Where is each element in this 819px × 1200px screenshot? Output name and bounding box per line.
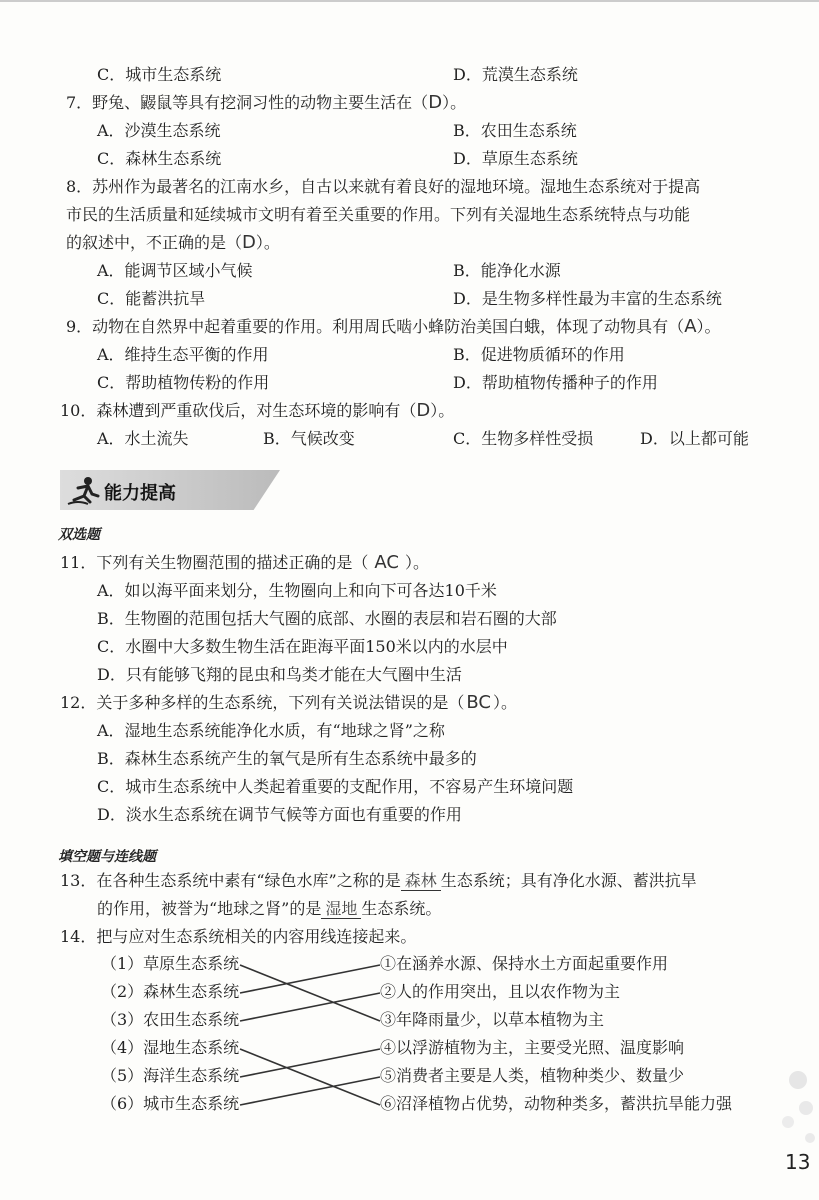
q14-connector-line: [240, 1077, 380, 1105]
q14-stem: 14．把与应对生态系统相关的内容用线连接起来。: [60, 927, 417, 946]
q13-blank-wetland: 湿地: [321, 899, 361, 919]
q12-option-c: C．城市生态系统中人类起着重要的支配作用，不容易产生环境问题: [97, 777, 574, 796]
q14-right-4: ④以浮游植物为主，主要受光照、温度影响: [380, 1038, 685, 1057]
q7-stem: 7．野兔、鼹鼠等具有挖洞习性的动物主要生活在（D）。: [66, 92, 467, 113]
q9-option-c: C．帮助植物传粉的作用: [97, 373, 270, 392]
q6-option-d: D．荒漠生态系统: [453, 65, 578, 84]
q13-line1: 13．在各种生态系统中素有“绿色水库”之称的是 森林 生态系统；具有净化水源、蓄洪抗旱: [60, 871, 697, 890]
q12-stem: 12．关于多种多样的生态系统，下列有关说法错误的是（ BC ）。: [60, 692, 517, 713]
subheading-double-choice: 双选题: [58, 527, 100, 543]
q14-left-6: （6）城市生态系统: [101, 1094, 240, 1113]
q10-stem: 10．森林遭到严重砍伐后，对生态环境的影响有（D）。: [60, 400, 455, 421]
q9-option-d: D．帮助植物传播种子的作用: [453, 373, 658, 392]
q7-answer: D: [428, 92, 443, 113]
q8-option-b: B．能净化水源: [453, 261, 561, 280]
q9-option-b: B．促进物质循环的作用: [453, 345, 625, 364]
page-number: 13: [785, 1150, 811, 1174]
q14-connector-line: [240, 965, 380, 993]
q8-stem-line1: 8．苏州作为最著名的江南水乡，自古以来就有着良好的湿地环境。湿地生态系统对于提高: [66, 177, 701, 196]
q8-stem-line3: 的叙述中，不正确的是（D）。: [66, 232, 280, 253]
q12-option-b: B．森林生态系统产生的氧气是所有生态系统中最多的: [97, 749, 477, 768]
q10-option-c: C．生物多样性受损: [453, 429, 594, 448]
q8-option-c: C．能蓄洪抗旱: [97, 289, 206, 308]
q9-option-a: A．维持生态平衡的作用: [97, 345, 269, 364]
q10-option-a: A．水土流失: [97, 429, 189, 448]
watermark-decoration: [740, 1060, 819, 1200]
q9-stem: 9．动物在自然界中起着重要的作用。利用周氏啮小蜂防治美国白蛾，体现了动物具有（A）。: [66, 316, 721, 337]
q14-connector-line: [240, 993, 380, 1021]
q7-option-d: D．草原生态系统: [453, 149, 578, 168]
q12-answer: BC: [466, 692, 491, 713]
q12-option-d: D．淡水生态系统在调节气候等方面也有重要的作用: [97, 805, 462, 824]
q11-option-d: D．只有能够飞翔的昆虫和鸟类才能在大气圈中生活: [97, 665, 462, 684]
q10-option-d: D．以上都可能: [640, 429, 749, 448]
q14-right-3: ③年降雨量少，以草本植物为主: [380, 1010, 605, 1029]
q10-option-b: B．气候改变: [263, 429, 355, 448]
q14-left-4: （4）湿地生态系统: [101, 1038, 240, 1057]
q8-answer: D: [242, 232, 256, 253]
q8-option-d: D．是生物多样性最为丰富的生态系统: [453, 289, 722, 308]
q14-right-6: ⑥沼泽植物占优势，动物种类多，蓄洪抗旱能力强: [380, 1094, 733, 1113]
q14-left-1: （1）草原生态系统: [101, 954, 240, 973]
q14-right-5: ⑤消费者主要是人类，植物种类少、数量少: [380, 1066, 685, 1085]
q7-option-c: C．森林生态系统: [97, 149, 222, 168]
q14-right-1: ①在涵养水源、保持水土方面起重要作用: [380, 954, 669, 973]
q9-answer: A: [684, 316, 697, 337]
q8-option-a: A．能调节区域小气候: [97, 261, 253, 280]
q11-stem: 11．下列有关生物圈范围的描述正确的是（ AC ）。: [60, 552, 429, 573]
q14-connector-line: [240, 1049, 380, 1105]
q14-right-2: ②人的作用突出，且以农作物为主: [380, 982, 621, 1001]
q14-left-2: （2）森林生态系统: [101, 982, 240, 1001]
q11-answer: AC: [374, 552, 399, 573]
q8-stem-line2: 市民的生活质量和延续城市文明有着至关重要的作用。下列有关湿地生态系统特点与功能: [66, 205, 691, 224]
q11-option-a: A．如以海平面来划分，生物圈向上和向下可各达10千米: [97, 581, 497, 600]
q6-option-c: C．城市生态系统: [97, 65, 222, 84]
q10-answer: D: [416, 400, 431, 421]
q14-left-5: （5）海洋生态系统: [101, 1066, 240, 1085]
section-title: 能力提高: [104, 483, 176, 504]
subheading-fill-and-match: 填空题与连线题: [58, 849, 156, 865]
q12-option-a: A．湿地生态系统能净化水质，有“地球之肾”之称: [97, 721, 445, 740]
q14-connector-line: [240, 965, 380, 1021]
q14-left-3: （3）农田生态系统: [101, 1010, 240, 1029]
q13-line2: 的作用，被誉为“地球之肾”的是 湿地 生态系统。: [97, 899, 442, 918]
q14-connector-line: [240, 1049, 380, 1077]
q13-blank-forest: 森林: [401, 871, 441, 891]
q11-option-c: C．水圈中大多数生物生活在距海平面150米以内的水层中: [97, 637, 508, 656]
q7-option-b: B．农田生态系统: [453, 121, 577, 140]
q11-option-b: B．生物圈的范围包括大气圈的底部、水圈的表层和岩石圈的大部: [97, 609, 557, 628]
q7-option-a: A．沙漠生态系统: [97, 121, 221, 140]
